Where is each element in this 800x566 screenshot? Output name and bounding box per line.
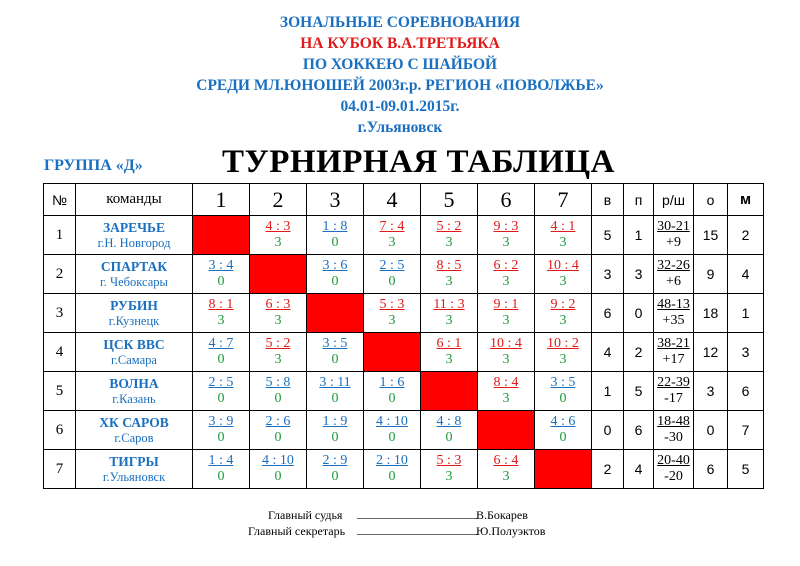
match-result-cell (193, 372, 250, 411)
match-points: 3 (445, 235, 453, 250)
secretary-signature-line: ____________________ (357, 522, 477, 536)
goal-difference: +35 (662, 313, 685, 328)
match-score: 9 : 1 (493, 297, 519, 312)
group-label: ГРУППА «Д» (44, 157, 143, 174)
match-score: 2 : 9 (322, 453, 348, 468)
match-score: 11 : 3 (433, 297, 465, 312)
match-points: 3 (559, 274, 567, 289)
match-score: 3 : 6 (322, 258, 348, 273)
match-result-cell (364, 255, 421, 294)
match-score: 8 : 5 (436, 258, 462, 273)
losses-count: 0 (624, 294, 654, 333)
match-result-cell (307, 411, 364, 450)
match-score: 1 : 6 (379, 375, 405, 390)
header-line-4: СРЕДИ МЛ.ЮНОШЕЙ 2003г.р. РЕГИОН «ПОВОЛЖЬЕ» (196, 77, 604, 94)
team-name: ХК САРОВ (99, 414, 169, 430)
match-points: 3 (502, 391, 510, 406)
match-score: 8 : 1 (208, 297, 234, 312)
match-points: 3 (445, 352, 453, 367)
match-points: 0 (274, 391, 282, 406)
match-points: 3 (388, 235, 396, 250)
goals-ratio: 20-40 (657, 453, 690, 468)
match-result-cell (307, 372, 364, 411)
match-result-cell (478, 372, 535, 411)
match-score: 4 : 7 (208, 336, 234, 351)
team-city: г.Саров (114, 430, 154, 445)
place: 5 (728, 450, 764, 489)
team-name: СПАРТАК (100, 258, 168, 274)
match-result-cell (421, 216, 478, 255)
judge-signature-line: ____________________ (357, 506, 477, 520)
match-score: 3 : 5 (550, 375, 576, 390)
goal-difference: -17 (664, 391, 683, 406)
diagonal-cell (193, 216, 250, 255)
col-header-place: м (728, 184, 764, 216)
diagonal-cell (421, 372, 478, 411)
goals-cell (654, 372, 694, 411)
col-header-game-4: 4 (364, 184, 421, 216)
match-points: 3 (388, 313, 396, 328)
place: 4 (728, 255, 764, 294)
match-score: 4 : 10 (376, 414, 408, 429)
goals-ratio: 18-48 (657, 414, 690, 429)
goals-cell (654, 255, 694, 294)
match-score: 1 : 9 (322, 414, 348, 429)
match-score: 6 : 1 (436, 336, 462, 351)
match-points: 0 (331, 391, 339, 406)
match-points: 0 (388, 430, 396, 445)
match-score: 7 : 4 (379, 219, 405, 234)
match-points: 3 (502, 235, 510, 250)
table-row (44, 450, 764, 489)
match-points: 0 (217, 274, 225, 289)
match-result-cell (421, 294, 478, 333)
match-score: 4 : 10 (262, 453, 294, 468)
wins-count: 6 (592, 294, 624, 333)
secretary-label: Главный секретарь (248, 524, 346, 538)
col-header-game-1: 1 (193, 184, 250, 216)
match-result-cell (193, 411, 250, 450)
match-points: 3 (274, 352, 282, 367)
match-points: 3 (445, 274, 453, 289)
team-city: г.Кузнецк (108, 313, 160, 328)
points-total: 3 (694, 372, 728, 411)
header-line-5: 04.01-09.01.2015г. (340, 98, 460, 115)
match-score: 2 : 10 (376, 453, 408, 468)
match-score: 1 : 4 (208, 453, 234, 468)
match-result-cell (535, 411, 592, 450)
goal-difference: +6 (666, 274, 681, 289)
team-city: г. Чебоксары (100, 274, 168, 289)
col-header-game-2: 2 (250, 184, 307, 216)
match-score: 4 : 6 (550, 414, 576, 429)
match-result-cell (193, 450, 250, 489)
wins-count: 2 (592, 450, 624, 489)
team-city: г.Ульяновск (102, 469, 166, 484)
match-score: 5 : 2 (265, 336, 291, 351)
match-score: 8 : 4 (493, 375, 519, 390)
team-name: ЦСК ВВС (103, 336, 165, 352)
match-points: 3 (502, 274, 510, 289)
goals-cell (654, 294, 694, 333)
diagonal-cell (535, 450, 592, 489)
table-row (44, 411, 764, 450)
points-total: 6 (694, 450, 728, 489)
match-score: 3 : 5 (322, 336, 348, 351)
match-score: 5 : 3 (379, 297, 405, 312)
match-points: 3 (559, 235, 567, 250)
standings-table (43, 183, 764, 489)
place: 6 (728, 372, 764, 411)
goal-difference: +9 (666, 235, 681, 250)
match-score: 2 : 5 (379, 258, 405, 273)
match-score: 9 : 2 (550, 297, 576, 312)
match-result-cell (250, 294, 307, 333)
table-row (44, 255, 764, 294)
goals-cell (654, 216, 694, 255)
match-result-cell (307, 450, 364, 489)
match-result-cell (535, 255, 592, 294)
col-header-wins: в (592, 184, 624, 216)
match-score: 4 : 1 (550, 219, 576, 234)
match-points: 0 (388, 469, 396, 484)
match-points: 0 (274, 469, 282, 484)
match-score: 2 : 5 (208, 375, 234, 390)
match-score: 10 : 4 (547, 258, 579, 273)
team-cell (76, 411, 193, 450)
points-total: 12 (694, 333, 728, 372)
match-score: 3 : 11 (319, 375, 351, 390)
match-score: 3 : 4 (208, 258, 234, 273)
header-line-3: ПО ХОККЕЮ С ШАЙБОЙ (302, 56, 498, 73)
match-result-cell (364, 450, 421, 489)
team-cell (76, 450, 193, 489)
match-result-cell (364, 294, 421, 333)
match-points: 3 (502, 313, 510, 328)
match-score: 6 : 4 (493, 453, 519, 468)
match-result-cell (250, 450, 307, 489)
goals-cell (654, 411, 694, 450)
match-result-cell (364, 372, 421, 411)
team-number: 5 (44, 372, 76, 411)
match-result-cell (535, 216, 592, 255)
match-result-cell (421, 255, 478, 294)
team-number: 1 (44, 216, 76, 255)
match-points: 0 (274, 430, 282, 445)
col-header-teams: команды (76, 184, 193, 216)
match-score: 4 : 3 (265, 219, 291, 234)
header-line-2: НА КУБОК В.А.ТРЕТЬЯКА (300, 35, 500, 52)
match-result-cell (535, 372, 592, 411)
match-points: 0 (331, 352, 339, 367)
table-title: ТУРНИРНАЯ ТАБЛИЦА (222, 144, 615, 180)
match-score: 10 : 4 (490, 336, 522, 351)
match-score: 3 : 9 (208, 414, 234, 429)
match-result-cell (478, 333, 535, 372)
team-number: 7 (44, 450, 76, 489)
match-result-cell (478, 294, 535, 333)
wins-count: 1 (592, 372, 624, 411)
goals-ratio: 22-39 (657, 375, 690, 390)
match-score: 9 : 3 (493, 219, 519, 234)
place: 3 (728, 333, 764, 372)
match-points: 0 (559, 391, 567, 406)
match-result-cell (478, 450, 535, 489)
table-row (44, 372, 764, 411)
match-points: 3 (217, 313, 225, 328)
col-header-points: о (694, 184, 728, 216)
match-result-cell (421, 333, 478, 372)
match-points: 0 (388, 274, 396, 289)
points-total: 18 (694, 294, 728, 333)
match-score: 6 : 3 (265, 297, 291, 312)
team-name: ЗАРЕЧЬЕ (103, 219, 165, 235)
judge-name: В.Бокарев (476, 508, 528, 522)
match-result-cell (193, 333, 250, 372)
match-result-cell (250, 333, 307, 372)
match-points: 0 (217, 391, 225, 406)
team-name: ВОЛНА (109, 375, 159, 391)
goals-ratio: 38-21 (657, 336, 690, 351)
match-result-cell (250, 411, 307, 450)
goals-cell (654, 333, 694, 372)
match-points: 3 (445, 313, 453, 328)
col-header-game-7: 7 (535, 184, 592, 216)
match-result-cell (250, 372, 307, 411)
match-result-cell (307, 216, 364, 255)
match-points: 3 (559, 313, 567, 328)
col-header-game-6: 6 (478, 184, 535, 216)
team-cell (76, 333, 193, 372)
team-name: ТИГРЫ (109, 453, 159, 469)
col-header-game-3: 3 (307, 184, 364, 216)
table-row (44, 216, 764, 255)
match-result-cell (250, 216, 307, 255)
points-total: 15 (694, 216, 728, 255)
team-name: РУБИН (110, 297, 158, 313)
points-total: 0 (694, 411, 728, 450)
table-row (44, 333, 764, 372)
goals-ratio: 48-13 (657, 297, 690, 312)
match-result-cell (193, 255, 250, 294)
match-points: 0 (331, 469, 339, 484)
match-points: 0 (217, 352, 225, 367)
team-cell (76, 216, 193, 255)
wins-count: 0 (592, 411, 624, 450)
losses-count: 6 (624, 411, 654, 450)
goals-ratio: 30-21 (657, 219, 690, 234)
match-score: 5 : 2 (436, 219, 462, 234)
diagonal-cell (250, 255, 307, 294)
match-result-cell (478, 255, 535, 294)
match-points: 3 (274, 235, 282, 250)
match-points: 3 (502, 469, 510, 484)
match-score: 10 : 2 (547, 336, 579, 351)
losses-count: 3 (624, 255, 654, 294)
judge-label: Главный судья (268, 508, 343, 522)
place: 2 (728, 216, 764, 255)
match-points: 0 (388, 391, 396, 406)
header-line-6: г.Ульяновск (357, 119, 443, 136)
goal-difference: -20 (664, 469, 683, 484)
diagonal-cell (478, 411, 535, 450)
match-score: 4 : 8 (436, 414, 462, 429)
diagonal-cell (364, 333, 421, 372)
place: 1 (728, 294, 764, 333)
match-points: 0 (331, 274, 339, 289)
match-score: 1 : 8 (322, 219, 348, 234)
goal-difference: +17 (662, 352, 685, 367)
match-points: 0 (217, 430, 225, 445)
goal-difference: -30 (664, 430, 683, 445)
losses-count: 4 (624, 450, 654, 489)
match-result-cell (421, 411, 478, 450)
goals-ratio: 32-26 (657, 258, 690, 273)
match-result-cell (364, 216, 421, 255)
team-number: 3 (44, 294, 76, 333)
match-points: 3 (502, 352, 510, 367)
table-row (44, 294, 764, 333)
match-points: 3 (445, 469, 453, 484)
wins-count: 4 (592, 333, 624, 372)
team-city: г.Казань (112, 391, 156, 406)
losses-count: 1 (624, 216, 654, 255)
match-points: 0 (331, 430, 339, 445)
losses-count: 2 (624, 333, 654, 372)
team-city: г.Н. Новгород (97, 235, 171, 250)
team-number: 6 (44, 411, 76, 450)
col-header-game-5: 5 (421, 184, 478, 216)
match-result-cell (421, 450, 478, 489)
points-total: 9 (694, 255, 728, 294)
match-points: 0 (331, 235, 339, 250)
place: 7 (728, 411, 764, 450)
team-cell (76, 294, 193, 333)
match-points: 0 (559, 430, 567, 445)
match-points: 0 (217, 469, 225, 484)
diagonal-cell (307, 294, 364, 333)
match-score: 6 : 2 (493, 258, 519, 273)
team-cell (76, 255, 193, 294)
col-header-losses: п (624, 184, 654, 216)
col-header-num: № (44, 184, 76, 216)
header-line-1: ЗОНАЛЬНЫЕ СОРЕВНОВАНИЯ (279, 14, 521, 31)
match-score: 5 : 8 (265, 375, 291, 390)
losses-count: 5 (624, 372, 654, 411)
match-points: 3 (559, 352, 567, 367)
team-city: г.Самара (111, 352, 157, 367)
wins-count: 5 (592, 216, 624, 255)
match-result-cell (364, 411, 421, 450)
goals-cell (654, 450, 694, 489)
secretary-name: Ю.Полуэктов (476, 524, 546, 538)
match-result-cell (307, 255, 364, 294)
match-result-cell (535, 333, 592, 372)
match-score: 5 : 3 (436, 453, 462, 468)
team-cell (76, 372, 193, 411)
team-number: 2 (44, 255, 76, 294)
match-result-cell (478, 216, 535, 255)
wins-count: 3 (592, 255, 624, 294)
team-number: 4 (44, 333, 76, 372)
match-result-cell (307, 333, 364, 372)
match-score: 2 : 6 (265, 414, 291, 429)
match-points: 3 (274, 313, 282, 328)
match-points: 0 (445, 430, 453, 445)
match-result-cell (535, 294, 592, 333)
col-header-goals: р/ш (654, 184, 694, 216)
match-result-cell (193, 294, 250, 333)
table-header-row (44, 184, 764, 216)
